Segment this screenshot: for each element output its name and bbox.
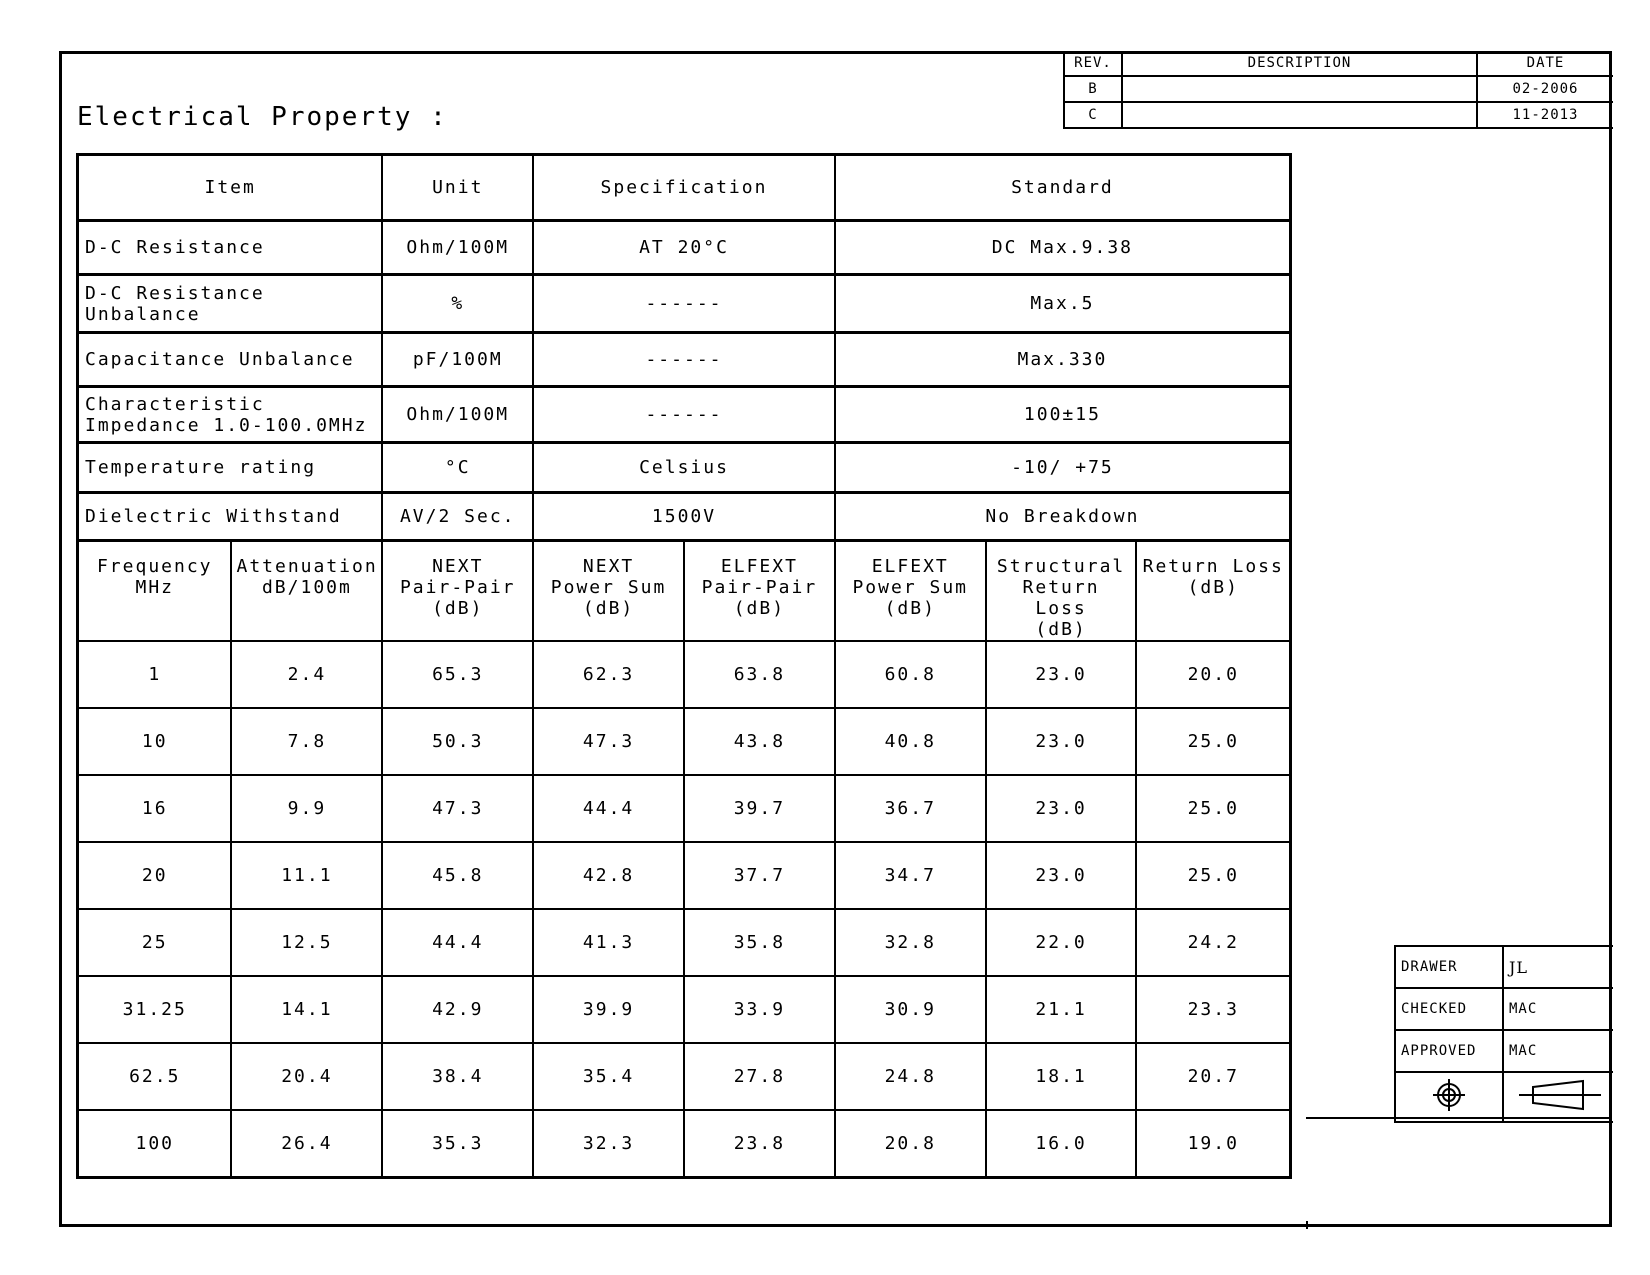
property-cell: ------ [533,333,835,387]
frequency-cell: 20.7 [1136,1043,1290,1110]
frequency-cell: 24.2 [1136,909,1290,976]
property-cell: 1500V [533,493,835,541]
signoff-name: MAC [1503,1030,1613,1072]
property-cell: °C [382,443,533,493]
signoff-row [1395,988,1613,1030]
property-cell: ------ [533,275,835,333]
frequency-header-cell: ELFEXT Pair-Pair (dB) [684,541,835,642]
electrical-property-table [76,153,1292,1179]
frequency-cell: 25.0 [1136,842,1290,909]
property-header-cell: Specification [533,155,835,221]
frequency-cell: 44.4 [533,775,684,842]
frequency-cell: 1 [78,641,232,708]
frequency-row [78,909,1291,976]
property-cell: Temperature rating [78,443,383,493]
revision-cell: B [1064,76,1122,102]
property-cell: AT 20°C [533,221,835,275]
frequency-cell: 35.3 [382,1110,533,1177]
frequency-header-cell: ELFEXT Power Sum (dB) [835,541,986,642]
revision-cell [1122,76,1477,102]
property-cell: Capacitance Unbalance [78,333,383,387]
frequency-row [78,1043,1291,1110]
property-header-cell: Item [78,155,383,221]
frequency-cell: 2.4 [231,641,382,708]
property-row [78,443,1291,493]
revision-row [1064,102,1613,128]
property-row [78,493,1291,541]
frequency-cell: 25 [78,909,232,976]
frame-tick-mark [1306,1221,1308,1229]
property-cell: D-C Resistance [78,221,383,275]
frequency-cell: 20.0 [1136,641,1290,708]
frequency-row [78,842,1291,909]
frequency-cell: 32.3 [533,1110,684,1177]
property-cell: Ohm/100M [382,387,533,443]
frequency-cell: 39.7 [684,775,835,842]
revision-row [1064,76,1613,102]
frequency-cell: 62.5 [78,1043,232,1110]
property-row [78,333,1291,387]
frequency-cell: 23.0 [986,641,1137,708]
frequency-cell: 31.25 [78,976,232,1043]
frequency-row [78,976,1291,1043]
frequency-cell: 19.0 [1136,1110,1290,1177]
property-cell: ------ [533,387,835,443]
revision-header-cell: DESCRIPTION [1122,51,1477,76]
frequency-cell: 20.4 [231,1043,382,1110]
revision-cell: 02-2006 [1477,76,1613,102]
title-block-rule [1306,1117,1612,1119]
frequency-cell: 34.7 [835,842,986,909]
frequency-cell: 35.4 [533,1043,684,1110]
frequency-cell: 23.3 [1136,976,1290,1043]
frequency-cell: 20.8 [835,1110,986,1177]
property-cell: Characteristic Impedance 1.0-100.0MHz [78,387,383,443]
frequency-cell: 40.8 [835,708,986,775]
frequency-cell: 42.9 [382,976,533,1043]
revision-header-row [1064,51,1613,76]
frequency-cell: 38.4 [382,1043,533,1110]
frequency-header-row [78,541,1291,642]
property-header-cell: Standard [835,155,1291,221]
frequency-cell: 35.8 [684,909,835,976]
signoff-symbol-row [1395,1072,1613,1122]
property-cell: AV/2 Sec. [382,493,533,541]
frequency-cell: 45.8 [382,842,533,909]
frequency-cell: 16 [78,775,232,842]
frequency-cell: 60.8 [835,641,986,708]
frequency-cell: 23.0 [986,708,1137,775]
frequency-cell: 100 [78,1110,232,1177]
frequency-header-cell: Attenuation dB/100m [231,541,382,642]
frequency-cell: 50.3 [382,708,533,775]
property-cell: Max.5 [835,275,1291,333]
frequency-row [78,775,1291,842]
frequency-cell: 22.0 [986,909,1137,976]
signoff-block [1394,945,1613,1123]
property-cell: DC Max.9.38 [835,221,1291,275]
revision-header-cell: DATE [1477,51,1613,76]
frequency-cell: 41.3 [533,909,684,976]
frequency-cell: 63.8 [684,641,835,708]
revision-cell [1122,102,1477,128]
frequency-cell: 23.0 [986,842,1137,909]
signoff-role: APPROVED [1395,1030,1503,1072]
frequency-cell: 14.1 [231,976,382,1043]
frequency-header-cell: Structural Return Loss (dB) [986,541,1137,642]
signoff-name: JL [1503,946,1613,988]
frequency-cell: 33.9 [684,976,835,1043]
frequency-cell: 11.1 [231,842,382,909]
frequency-cell: 18.1 [986,1043,1137,1110]
frequency-cell: 12.5 [231,909,382,976]
projection-cone-icon [1503,1072,1613,1122]
property-cell: pF/100M [382,333,533,387]
property-cell: -10/ +75 [835,443,1291,493]
property-header-row [78,155,1291,221]
frequency-cell: 30.9 [835,976,986,1043]
property-cell: % [382,275,533,333]
page-title: Electrical Property : [77,102,448,132]
property-cell: D-C Resistance Unbalance [78,275,383,333]
frequency-cell: 10 [78,708,232,775]
property-row [78,387,1291,443]
property-row [78,275,1291,333]
revision-cell: C [1064,102,1122,128]
revision-header-cell: REV. [1064,51,1122,76]
frequency-cell: 26.4 [231,1110,382,1177]
property-header-cell: Unit [382,155,533,221]
frequency-cell: 65.3 [382,641,533,708]
frequency-cell: 37.7 [684,842,835,909]
property-cell: 100±15 [835,387,1291,443]
frequency-cell: 42.8 [533,842,684,909]
signoff-role: DRAWER [1395,946,1503,988]
property-cell: No Breakdown [835,493,1291,541]
frequency-cell: 32.8 [835,909,986,976]
frequency-cell: 43.8 [684,708,835,775]
frequency-header-cell: NEXT Pair-Pair (dB) [382,541,533,642]
target-symbol-icon [1395,1072,1503,1122]
frequency-cell: 27.8 [684,1043,835,1110]
revision-block [1063,51,1613,129]
signoff-name: MAC [1503,988,1613,1030]
frequency-row [78,708,1291,775]
frequency-cell: 39.9 [533,976,684,1043]
frequency-cell: 24.8 [835,1043,986,1110]
frequency-cell: 47.3 [533,708,684,775]
frequency-cell: 23.0 [986,775,1137,842]
frequency-cell: 20 [78,842,232,909]
frequency-cell: 25.0 [1136,708,1290,775]
signoff-role: CHECKED [1395,988,1503,1030]
property-row [78,221,1291,275]
signoff-row [1395,946,1613,988]
frequency-cell: 44.4 [382,909,533,976]
revision-cell: 11-2013 [1477,102,1613,128]
frequency-cell: 36.7 [835,775,986,842]
frequency-row [78,1110,1291,1177]
frequency-cell: 62.3 [533,641,684,708]
frequency-header-cell: NEXT Power Sum (dB) [533,541,684,642]
frequency-cell: 7.8 [231,708,382,775]
frequency-cell: 9.9 [231,775,382,842]
property-cell: Ohm/100M [382,221,533,275]
frequency-row [78,641,1291,708]
frequency-cell: 47.3 [382,775,533,842]
frequency-cell: 21.1 [986,976,1137,1043]
frequency-header-cell: Return Loss (dB) [1136,541,1290,642]
frequency-cell: 16.0 [986,1110,1137,1177]
frequency-cell: 25.0 [1136,775,1290,842]
frequency-header-cell: Frequency MHz [78,541,232,642]
property-cell: Max.330 [835,333,1291,387]
signoff-row [1395,1030,1613,1072]
frequency-cell: 23.8 [684,1110,835,1177]
property-cell: Celsius [533,443,835,493]
property-cell: Dielectric Withstand [78,493,383,541]
